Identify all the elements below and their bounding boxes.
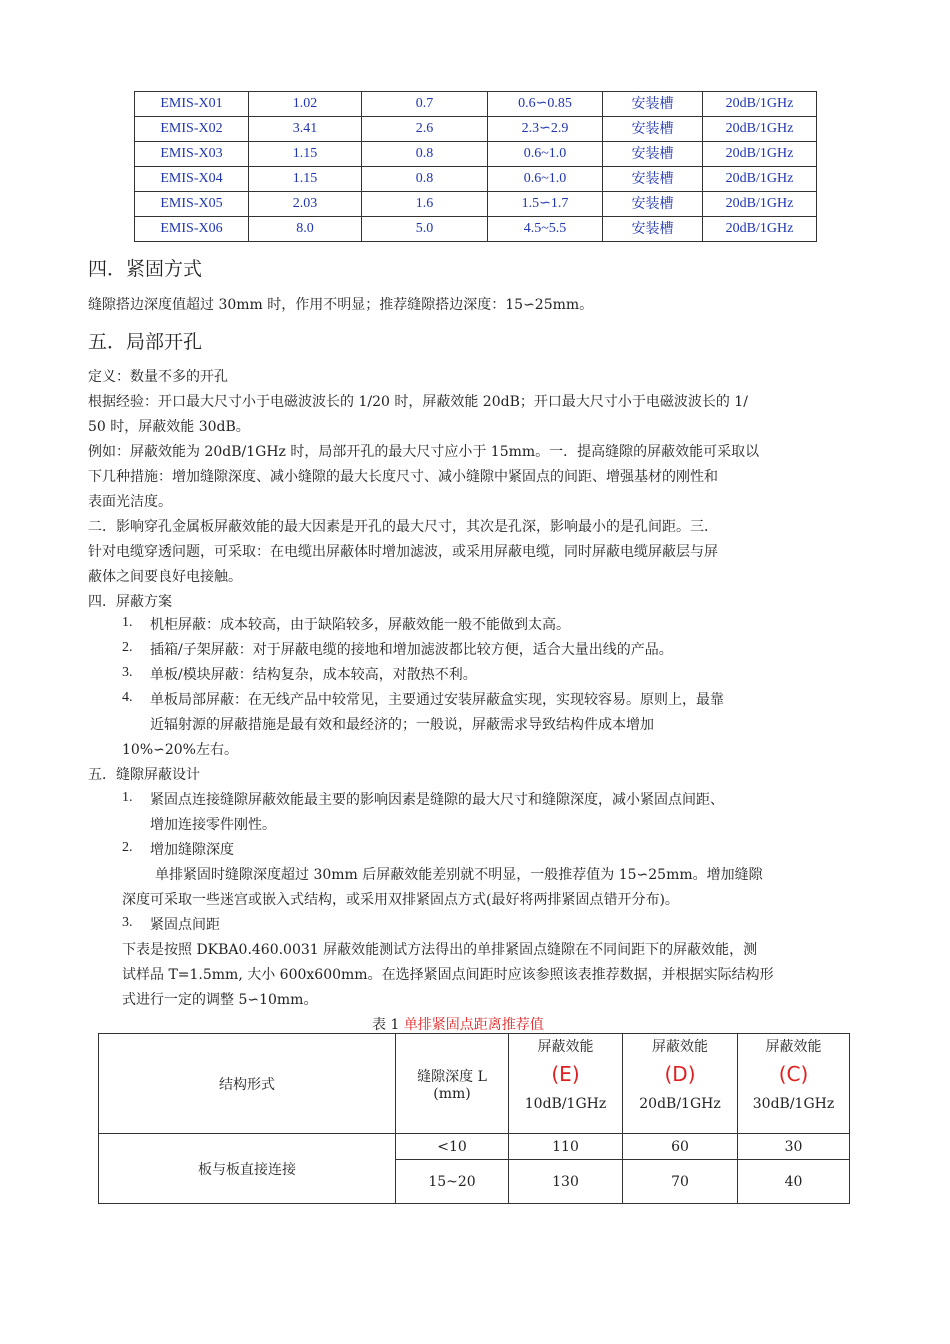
table-cell: 3.41	[249, 117, 362, 142]
table-cell: 安装槽	[603, 142, 703, 167]
caption-title: 单排紧固点距离推荐值	[403, 1017, 544, 1033]
table-row	[135, 117, 817, 142]
table-cell: 2.3∽2.9	[488, 117, 603, 142]
header-label: 屏蔽效能	[765, 1039, 822, 1055]
table-cell: 0.6~1.0	[488, 142, 603, 167]
paragraph-line: 下表是按照 DKBA0.460.0031 屏蔽效能测试方法得出的单排紧固点缝隙在不同间距下的屏蔽效能，测	[122, 942, 758, 958]
cell-value: 60	[623, 1134, 738, 1160]
table-cell: 20dB/1GHz	[703, 192, 817, 217]
table-cell: 安装槽	[603, 192, 703, 217]
table-cell: 20dB/1GHz	[703, 92, 817, 117]
paragraph-line: 深度可采取一些迷宫或嵌入式结构，或采用双排紧固点方式(最好将两排紧固点错开分布)。	[122, 892, 679, 908]
cell-value: 40	[738, 1160, 850, 1204]
table-row	[135, 217, 817, 242]
header-label: 屏蔽效能	[652, 1039, 708, 1055]
table-cell: EMIS-X02	[135, 117, 249, 142]
header-grade-c	[738, 1034, 850, 1134]
section-4-heading: 四．紧固方式	[88, 258, 203, 280]
paragraph-line: 50 时，屏蔽效能 30dB。	[88, 419, 250, 435]
paragraph-line: 下几种措施：增加缝隙深度、减小缝隙的最大长度尺寸、减小缝隙中紧固点的间距、增强基材的刚性和	[88, 469, 718, 485]
list-number: 2.	[122, 840, 133, 855]
table-cell: 0.8	[362, 167, 488, 192]
grade-label: (D)	[664, 1062, 696, 1086]
table-cell: 5.0	[362, 217, 488, 242]
grade-label: (C)	[778, 1062, 809, 1086]
table-cell: 1.15	[249, 167, 362, 192]
header-freq: 10dB/1GHz	[524, 1096, 607, 1112]
paragraph-line: 表面光洁度。	[88, 494, 172, 510]
table-cell: EMIS-X06	[135, 217, 249, 242]
paragraph-line: 根据经验：开口最大尺寸小于电磁波波长的 1/20 时，屏蔽效能 20dB；开口最大尺寸小于电磁波波长的 1/	[88, 394, 748, 410]
paragraph-line: 试样品 T=1.5mm, 大小 600x600mm。在选择紧固点间距时应该参照该表推荐数据，并根据实际结构形	[122, 967, 774, 983]
header-depth	[396, 1034, 509, 1134]
list-number: 2.	[122, 640, 133, 655]
header-grade-e	[509, 1034, 623, 1134]
table-cell: 安装槽	[603, 92, 703, 117]
list-item-continuation: 近辐射源的屏蔽措施是最有效和最经济的；一般说，屏蔽需求导致结构件成本增加	[150, 717, 654, 733]
table-cell: 0.7	[362, 92, 488, 117]
list-number: 1.	[122, 790, 133, 805]
table-caption	[372, 1014, 544, 1034]
table-row	[135, 92, 817, 117]
paragraph-line: 针对电缆穿透问题，可采取：在电缆出屏蔽体时增加滤波，或采用屏蔽电缆，同时屏蔽电缆屏蔽层与屏	[88, 544, 718, 560]
list-item: 单板/模块屏蔽：结构复杂，成本较高，对散热不利。	[150, 667, 477, 683]
table-cell: 1.6	[362, 192, 488, 217]
gap-design-heading: 五．缝隙屏蔽设计	[88, 767, 200, 783]
list-item: 插箱/子架屏蔽：对于屏蔽电缆的接地和增加滤波都比较方便，适合大量出线的产品。	[150, 642, 673, 658]
section-5-heading: 五．局部开孔	[88, 331, 203, 353]
table-cell: 0.6~1.0	[488, 167, 603, 192]
table-cell: 4.5~5.5	[488, 217, 603, 242]
header-freq: 20dB/1GHz	[639, 1096, 721, 1112]
table-cell: 安装槽	[603, 117, 703, 142]
table-cell: EMIS-X03	[135, 142, 249, 167]
cell-depth: <10	[396, 1134, 509, 1160]
paragraph-line: 蔽体之间要良好电接触。	[88, 569, 242, 585]
list-item: 机柜屏蔽：成本较高，由于缺陷较多，屏蔽效能一般不能做到太高。	[150, 617, 570, 633]
table-cell: 20dB/1GHz	[703, 117, 817, 142]
list-number: 3.	[122, 665, 133, 680]
list-number: 1.	[122, 615, 133, 630]
table-cell: 1.5∽1.7	[488, 192, 603, 217]
cell-value: 110	[509, 1134, 623, 1160]
list-item: 紧固点间距	[150, 917, 220, 933]
cell-value: 30	[738, 1134, 850, 1160]
table-cell: 8.0	[249, 217, 362, 242]
header-label: 屏蔽效能	[537, 1039, 594, 1055]
header-depth-label: 缝隙深度 L	[417, 1068, 487, 1085]
header-freq: 30dB/1GHz	[752, 1096, 835, 1112]
table-cell: 0.6∽0.85	[488, 92, 603, 117]
list-number: 3.	[122, 915, 133, 930]
table-row	[99, 1134, 850, 1160]
table-row	[135, 167, 817, 192]
caption-prefix: 表 1	[372, 1017, 404, 1033]
paragraph-line: 式进行一定的调整 5∽10mm。	[122, 992, 318, 1008]
table-row	[135, 192, 817, 217]
table-row	[135, 142, 817, 167]
cell-depth: 15~20	[396, 1160, 509, 1204]
table-cell: 1.02	[249, 92, 362, 117]
cell-value: 70	[623, 1160, 738, 1204]
shield-plan-heading: 四．屏蔽方案	[88, 594, 172, 610]
table-cell: 20dB/1GHz	[703, 217, 817, 242]
paragraph-line: 例如：屏蔽效能为 20dB/1GHz 时，局部开孔的最大尺寸应小于 15mm。一．提高缝隙的屏蔽效能可采取以	[88, 444, 760, 460]
table-cell: EMIS-X04	[135, 167, 249, 192]
paragraph-line: 定义：数量不多的开孔	[88, 369, 228, 385]
emis-spec-table	[134, 91, 817, 242]
table-cell: 安装槽	[603, 167, 703, 192]
list-item: 单板局部屏蔽：在无线产品中较常见，主要通过安装屏蔽盒实现，实现较容易。原则上，最靠	[150, 692, 724, 708]
fastener-spacing-table	[98, 1033, 850, 1204]
section-5-body	[88, 365, 868, 615]
list-number: 4.	[122, 690, 133, 705]
header-grade-d	[623, 1034, 738, 1134]
table-cell: 1.15	[249, 142, 362, 167]
table-cell: 20dB/1GHz	[703, 167, 817, 192]
list-item: 增加缝隙深度	[150, 842, 234, 858]
list-item-continuation: 增加连接零件刚性。	[150, 817, 276, 833]
row-label: 板与板直接连接	[99, 1134, 396, 1204]
header-depth-unit: (mm)	[433, 1085, 471, 1102]
paragraph-line: 二．影响穿孔金属板屏蔽效能的最大因素是开孔的最大尺寸，其次是孔深，影响最小的是孔间距。三．	[88, 519, 718, 535]
table-cell: EMIS-X05	[135, 192, 249, 217]
table-cell: 2.03	[249, 192, 362, 217]
list-item-continuation: 10%∽20%左右。	[122, 742, 238, 758]
table-cell: 安装槽	[603, 217, 703, 242]
header-structure: 结构形式	[99, 1034, 396, 1134]
table-cell: EMIS-X01	[135, 92, 249, 117]
section-4-text: 缝隙搭边深度值超过 30mm 时，作用不明显；推荐缝隙搭边深度：15∽25mm。	[88, 297, 594, 313]
table-cell: 2.6	[362, 117, 488, 142]
paragraph-line: 单排紧固时缝隙深度超过 30mm 后屏蔽效能差别就不明显，一般推荐值为 15∽25mm。增加缝隙	[155, 867, 763, 883]
list-item: 紧固点连接缝隙屏蔽效能最主要的影响因素是缝隙的最大尺寸和缝隙深度，减小紧固点间距、	[150, 792, 724, 808]
grade-label: (E)	[551, 1062, 580, 1086]
cell-value: 130	[509, 1160, 623, 1204]
table-cell: 20dB/1GHz	[703, 142, 817, 167]
table-cell: 0.8	[362, 142, 488, 167]
